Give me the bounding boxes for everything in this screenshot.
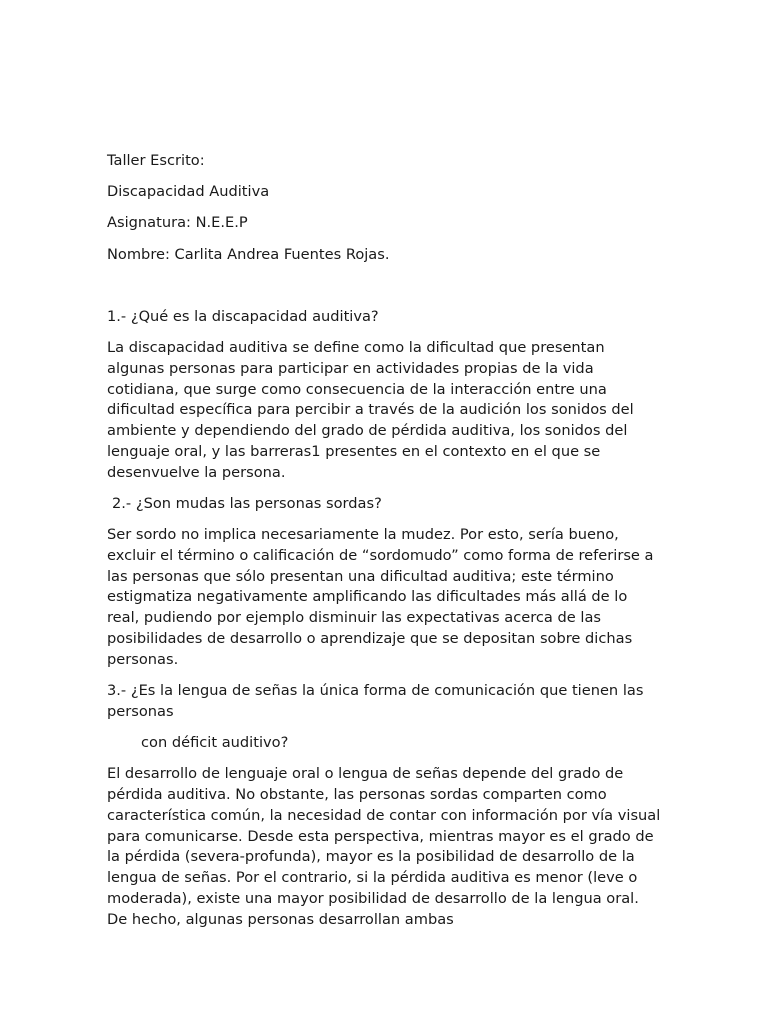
- question-2: 2.- ¿Son mudas las personas sordas?: [112, 494, 382, 512]
- answer-2: Ser sordo no implica necesariamente la mudez. Por esto, sería bueno, excluir el término o calificación de “sordomudo” como forma de referirse a las personas que sólo presentan una dificultad auditiva; este término estigmatiza negativamente amplificando las dificultades más allá de lo real, pudiendo por ejemplo disminuir las expectativas acerca de las posibilidades de desarrollo o aprendizaje que se depositan sobre dichas personas.: [107, 526, 654, 668]
- title-line: Taller Escrito:: [107, 152, 205, 169]
- document-page: [107, 151, 663, 941]
- answer-1: La discapacidad auditiva se define como la dificultad que presentan algunas personas para participar en actividades propias de la vida cotidiana, que surge como consecuencia de la interacción entre una dificultad específica para percibir a través de la audición los sonidos del ambiente y dependiendo del grado de pérdida auditiva, los sonidos del lenguaje oral, y las barreras1 presentes en el contexto en el que se desenvuelve la persona.: [107, 338, 634, 481]
- blank-line: [107, 276, 663, 307]
- question-3: 3.- ¿Es la lengua de señas la única forma de comunicación que tienen las personas: [107, 682, 649, 720]
- subject-title: Discapacidad Auditiva: [107, 183, 270, 201]
- answer-3: El desarrollo de lenguaje oral o lengua de señas depende del grado de pérdida auditiva. No obstante, las personas sordas comparten como característica común, la necesidad de contar con información por vía visual para comunicarse. Desde esta perspectiva, mientras mayor es el grado de la pérdida (severa-profunda), mayor es la posibilidad de desarrollo de la lengua de señas. Por el contrario, si la pérdida auditiva es menor (leve o moderada), existe una mayor posibilidad de desarrollo de la lengua oral. De hecho, algunas personas desarrollan ambas: [107, 765, 661, 928]
- student-name: Nombre: Carlita Andrea Fuentes Rojas.: [107, 245, 390, 263]
- question-1: 1.- ¿Qué es la discapacidad auditiva?: [107, 307, 379, 325]
- question-3-continuation: con déficit auditivo?: [141, 734, 289, 752]
- course-line: Asignatura: N.E.E.P: [107, 214, 248, 232]
